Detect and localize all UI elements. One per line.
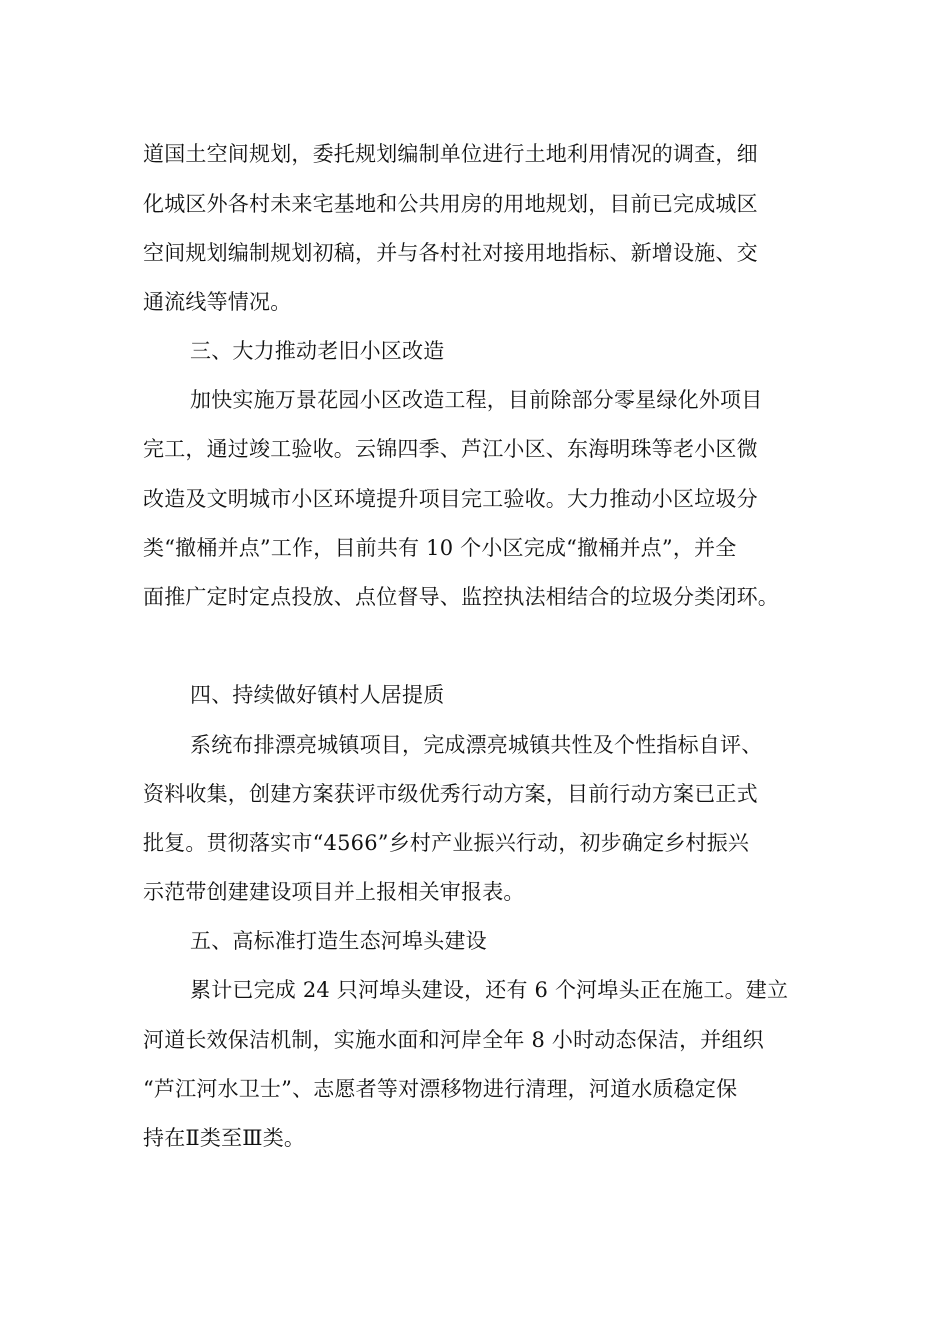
paragraph-line: 持在Ⅱ类至Ⅲ类。 xyxy=(143,1126,306,1150)
paragraph-line: 系统布排漂亮城镇项目，完成漂亮城镇共性及个性指标自评、 xyxy=(190,733,763,757)
paragraph-line: 空间规划编制规划初稿，并与各村社对接用地指标、新增设施、交 xyxy=(143,241,758,265)
paragraph-line: 资料收集，创建方案获评市级优秀行动方案，目前行动方案已正式 xyxy=(143,782,758,806)
section-heading: 五、高标准打造生态河埠头建设 xyxy=(190,929,487,953)
paragraph-line: 道国土空间规划，委托规划编制单位进行土地利用情况的调查，细 xyxy=(143,142,758,166)
paragraph-line: 批复。贯彻落实市“4566”乡村产业振兴行动，初步确定乡村振兴 xyxy=(143,831,750,855)
paragraph-line: 累计已完成 24 只河埠头建设，还有 6 个河埠头正在施工。建立 xyxy=(190,978,789,1002)
paragraph-line: 类“撤桶并点”工作，目前共有 10 个小区完成“撤桶并点”，并全 xyxy=(143,536,737,560)
section-heading: 三、大力推动老旧小区改造 xyxy=(190,339,445,363)
paragraph-line: 面推广定时定点投放、点位督导、监控执法相结合的垃圾分类闭环。 xyxy=(143,585,779,609)
paragraph-line: 河道长效保洁机制，实施水面和河岸全年 8 小时动态保洁，并组织 xyxy=(143,1028,764,1052)
paragraph-line: 示范带创建建设项目并上报相关审报表。 xyxy=(143,880,525,904)
section-heading: 四、持续做好镇村人居提质 xyxy=(190,683,445,707)
paragraph-line: 完工，通过竣工验收。云锦四季、芦江小区、东海明珠等老小区微 xyxy=(143,437,758,461)
paragraph-line: “芦江河水卫士”、志愿者等对漂移物进行清理，河道水质稳定保 xyxy=(143,1077,738,1101)
paragraph-line: 改造及文明城市小区环境提升项目完工验收。大力推动小区垃圾分 xyxy=(143,487,758,511)
paragraph-line: 化城区外各村未来宅基地和公共用房的用地规划，目前已完成城区 xyxy=(143,192,758,216)
paragraph-line: 通流线等情况。 xyxy=(143,290,292,314)
paragraph-line: 加快实施万景花园小区改造工程，目前除部分零星绿化外项目 xyxy=(190,388,763,412)
